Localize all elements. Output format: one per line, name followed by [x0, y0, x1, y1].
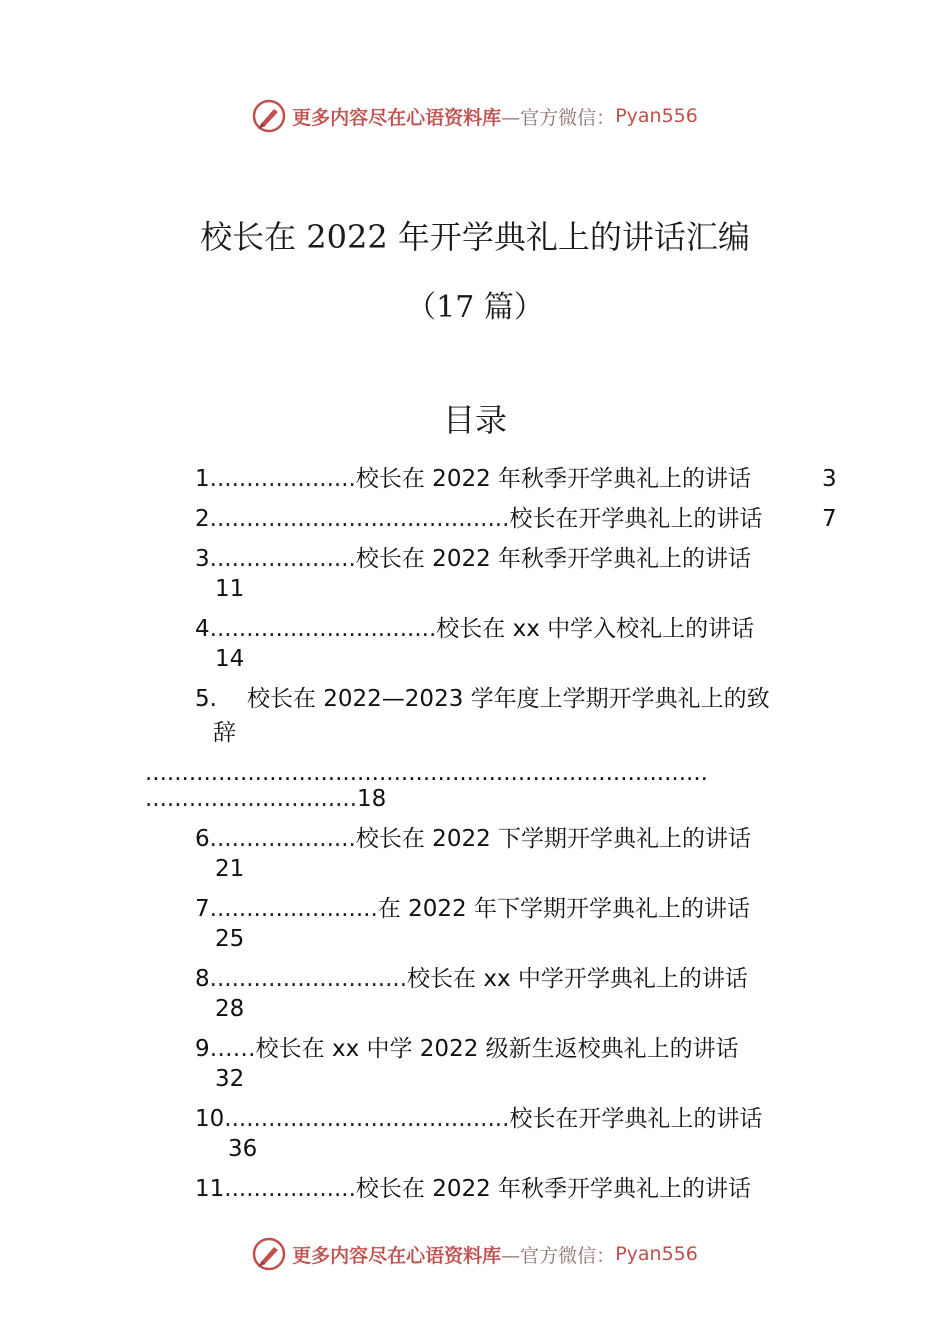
toc-entry-text: 在 2022 年下学期开学典礼上的讲话 — [377, 896, 750, 922]
toc-entry-text: 校长在 xx 中学入校礼上的讲话 — [436, 616, 755, 642]
toc-entry-text: 校长在 2022 年秋季开学典礼上的讲话 — [355, 466, 752, 492]
toc-entry-5[interactable] — [195, 684, 770, 714]
toc-leader: ............................. — [145, 786, 358, 812]
toc-leader: .................. — [224, 1176, 356, 1202]
toc-leader: ......................................... — [209, 506, 510, 532]
toc-page-9: 32 — [215, 1066, 245, 1092]
footer-banner — [0, 1234, 950, 1274]
toc-entry-text: 校长在 xx 中学 2022 级新生返校典礼上的讲话 — [255, 1036, 739, 1062]
toc-leader: ....................... — [209, 896, 378, 922]
toc-page-7: 25 — [215, 926, 245, 952]
toc-entry-number: 5. — [195, 686, 217, 712]
pen-logo-icon — [252, 99, 286, 133]
banner-text-id: Pyan556 — [615, 1243, 698, 1265]
toc-leader: …… — [209, 1036, 256, 1062]
toc-entry-text: 校长在 2022 年秋季开学典礼上的讲话 — [355, 1176, 752, 1202]
toc-page-4: 14 — [215, 646, 245, 672]
toc-entry-text: 校长在 2022 年秋季开学典礼上的讲话 — [355, 546, 752, 572]
toc-entry-number: 7 — [195, 896, 210, 922]
toc-entry-5-continued: 辞 — [213, 720, 236, 746]
toc-entry-number: 3 — [195, 546, 210, 572]
toc-entry-number: 8 — [195, 966, 210, 992]
toc-leader-5a: ............................................................................. — [145, 760, 708, 786]
banner-text-library: 更多内容尽在心语资料库 — [292, 106, 502, 129]
toc-entry-number: 6 — [195, 826, 210, 852]
toc-entry-number: 11 — [195, 1176, 225, 1202]
toc-entry-number: 1 — [195, 466, 210, 492]
toc-page-1: 3 — [822, 466, 837, 492]
toc-page-10: 36 — [228, 1136, 258, 1162]
document-title: 校长在 2022 年开学典礼上的讲话汇编 — [200, 218, 750, 256]
toc-leader: .................... — [209, 826, 356, 852]
banner-text-id: Pyan556 — [615, 105, 698, 127]
toc-entry-4[interactable] — [195, 614, 754, 644]
toc-entry-6[interactable] — [195, 824, 751, 854]
toc-entry-number: 2 — [195, 506, 210, 532]
toc-page-6: 21 — [215, 856, 245, 882]
toc-entry-text: 校长在开学典礼上的讲话 — [509, 506, 763, 532]
banner-text-wechat: —官方微信： — [501, 106, 616, 129]
toc-entry-text: 校长在 2022 下学期开学典礼上的讲话 — [355, 826, 752, 852]
toc-entry-7[interactable] — [195, 894, 750, 924]
banner-text-library: 更多内容尽在心语资料库 — [292, 1244, 502, 1267]
document-subtitle: （17 篇） — [406, 290, 544, 325]
toc-page-8: 28 — [215, 996, 245, 1022]
toc-leader: .................... — [209, 546, 356, 572]
toc-entry-2[interactable] — [195, 504, 762, 534]
toc-entry-number: 10 — [195, 1106, 225, 1132]
toc-entry-9[interactable] — [195, 1034, 739, 1064]
toc-entry-text: 校长在 2022—2023 学年度上学期开学典礼上的致 — [246, 686, 770, 712]
toc-page-3: 11 — [215, 576, 245, 602]
toc-page-5: 18 — [357, 786, 387, 812]
toc-entry-11[interactable] — [195, 1174, 751, 1204]
toc-entry-1[interactable] — [195, 464, 751, 494]
toc-leader: ........................... — [209, 966, 408, 992]
toc-page-2: 7 — [822, 506, 837, 532]
toc-entry-8[interactable] — [195, 964, 748, 994]
toc-entry-10[interactable] — [195, 1104, 762, 1134]
toc-entry-text: 校长在开学典礼上的讲话 — [509, 1106, 763, 1132]
toc-heading: 目录 — [442, 401, 507, 439]
toc-leader: ............................... — [209, 616, 437, 642]
toc-entry-text: 校长在 xx 中学开学典礼上的讲话 — [407, 966, 748, 992]
pen-logo-icon — [252, 1237, 286, 1271]
header-banner — [0, 96, 950, 136]
toc-leader: ....................................... — [224, 1106, 510, 1132]
toc-entry-number: 9 — [195, 1036, 210, 1062]
toc-entry-3[interactable] — [195, 544, 751, 574]
toc-entry-5-tail — [145, 784, 386, 814]
banner-text-wechat: —官方微信： — [501, 1244, 616, 1267]
toc-leader: .................... — [209, 466, 356, 492]
toc-entry-number: 4 — [195, 616, 210, 642]
